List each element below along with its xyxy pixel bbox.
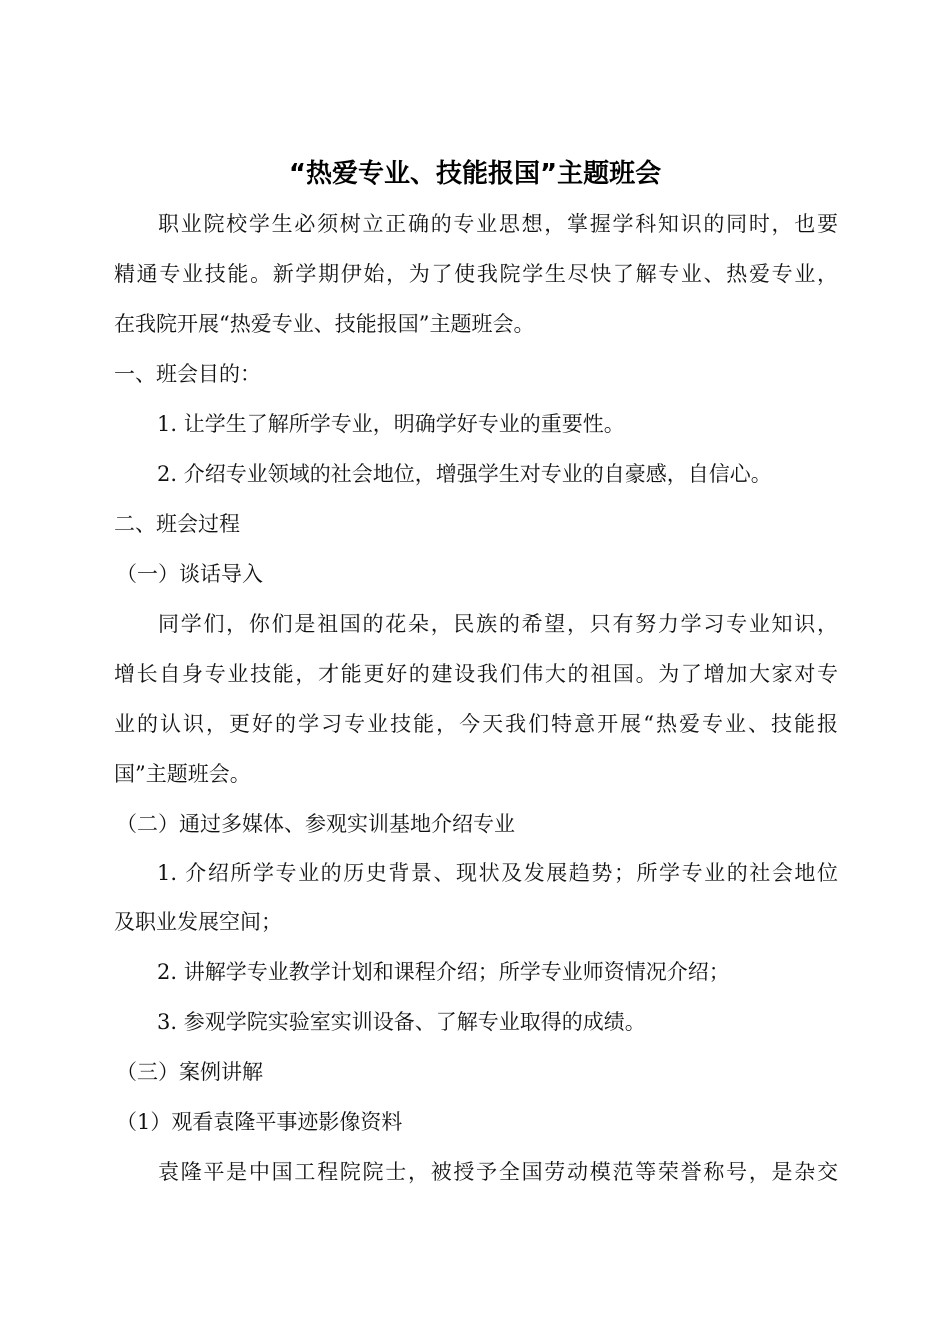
list-item: 1. 让学生了解所学专业，明确学好专业的重要性。 xyxy=(157,412,625,436)
paragraph-line: 及职业发展空间； xyxy=(114,910,282,934)
subsection-heading: （二）通过多媒体、参观实训基地介绍专业 xyxy=(116,812,515,836)
subsection-heading: （1）观看袁隆平事迹影像资料 xyxy=(116,1110,403,1134)
subsection-heading: （一）谈话导入 xyxy=(116,562,263,586)
list-item: 2. 介绍专业领域的社会地位，增强学生对专业的自豪感，自信心。 xyxy=(157,462,772,486)
paragraph-line: 精通专业技能。新学期伊始，为了使我院学生尽快了解专业、热爱专业， xyxy=(114,262,838,286)
paragraph-line: 业的认识，更好的学习专业技能，今天我们特意开展“热爱专业、技能报 xyxy=(114,712,838,736)
paragraph-line: 袁隆平是中国工程院院士，被授予全国劳动模范等荣誉称号，是杂交 xyxy=(158,1160,838,1184)
list-item: 3. 参观学院实验室实训设备、了解专业取得的成绩。 xyxy=(157,1010,646,1034)
subsection-heading: （三）案例讲解 xyxy=(116,1060,263,1084)
list-item: 1. 介绍所学专业的历史背景、现状及发展趋势；所学专业的社会地位 xyxy=(157,861,838,885)
paragraph-line: 同学们，你们是祖国的花朵，民族的希望，只有努力学习专业知识， xyxy=(158,612,838,636)
list-item: 2. 讲解学专业教学计划和课程介绍；所学专业师资情况介绍； xyxy=(157,960,730,984)
paragraph-line: 在我院开展“热爱专业、技能报国”主题班会。 xyxy=(114,312,535,336)
paragraph-line: 增长自身专业技能，才能更好的建设我们伟大的祖国。为了增加大家对专 xyxy=(114,662,838,686)
paragraph-line: 职业院校学生必须树立正确的专业思想，掌握学科知识的同时，也要 xyxy=(158,212,838,236)
paragraph-line: 国”主题班会。 xyxy=(114,762,251,786)
section-heading: 一、班会目的： xyxy=(114,362,261,386)
section-heading: 二、班会过程 xyxy=(114,512,240,536)
document-title: “热爱专业、技能报国”主题班会 xyxy=(288,159,662,189)
